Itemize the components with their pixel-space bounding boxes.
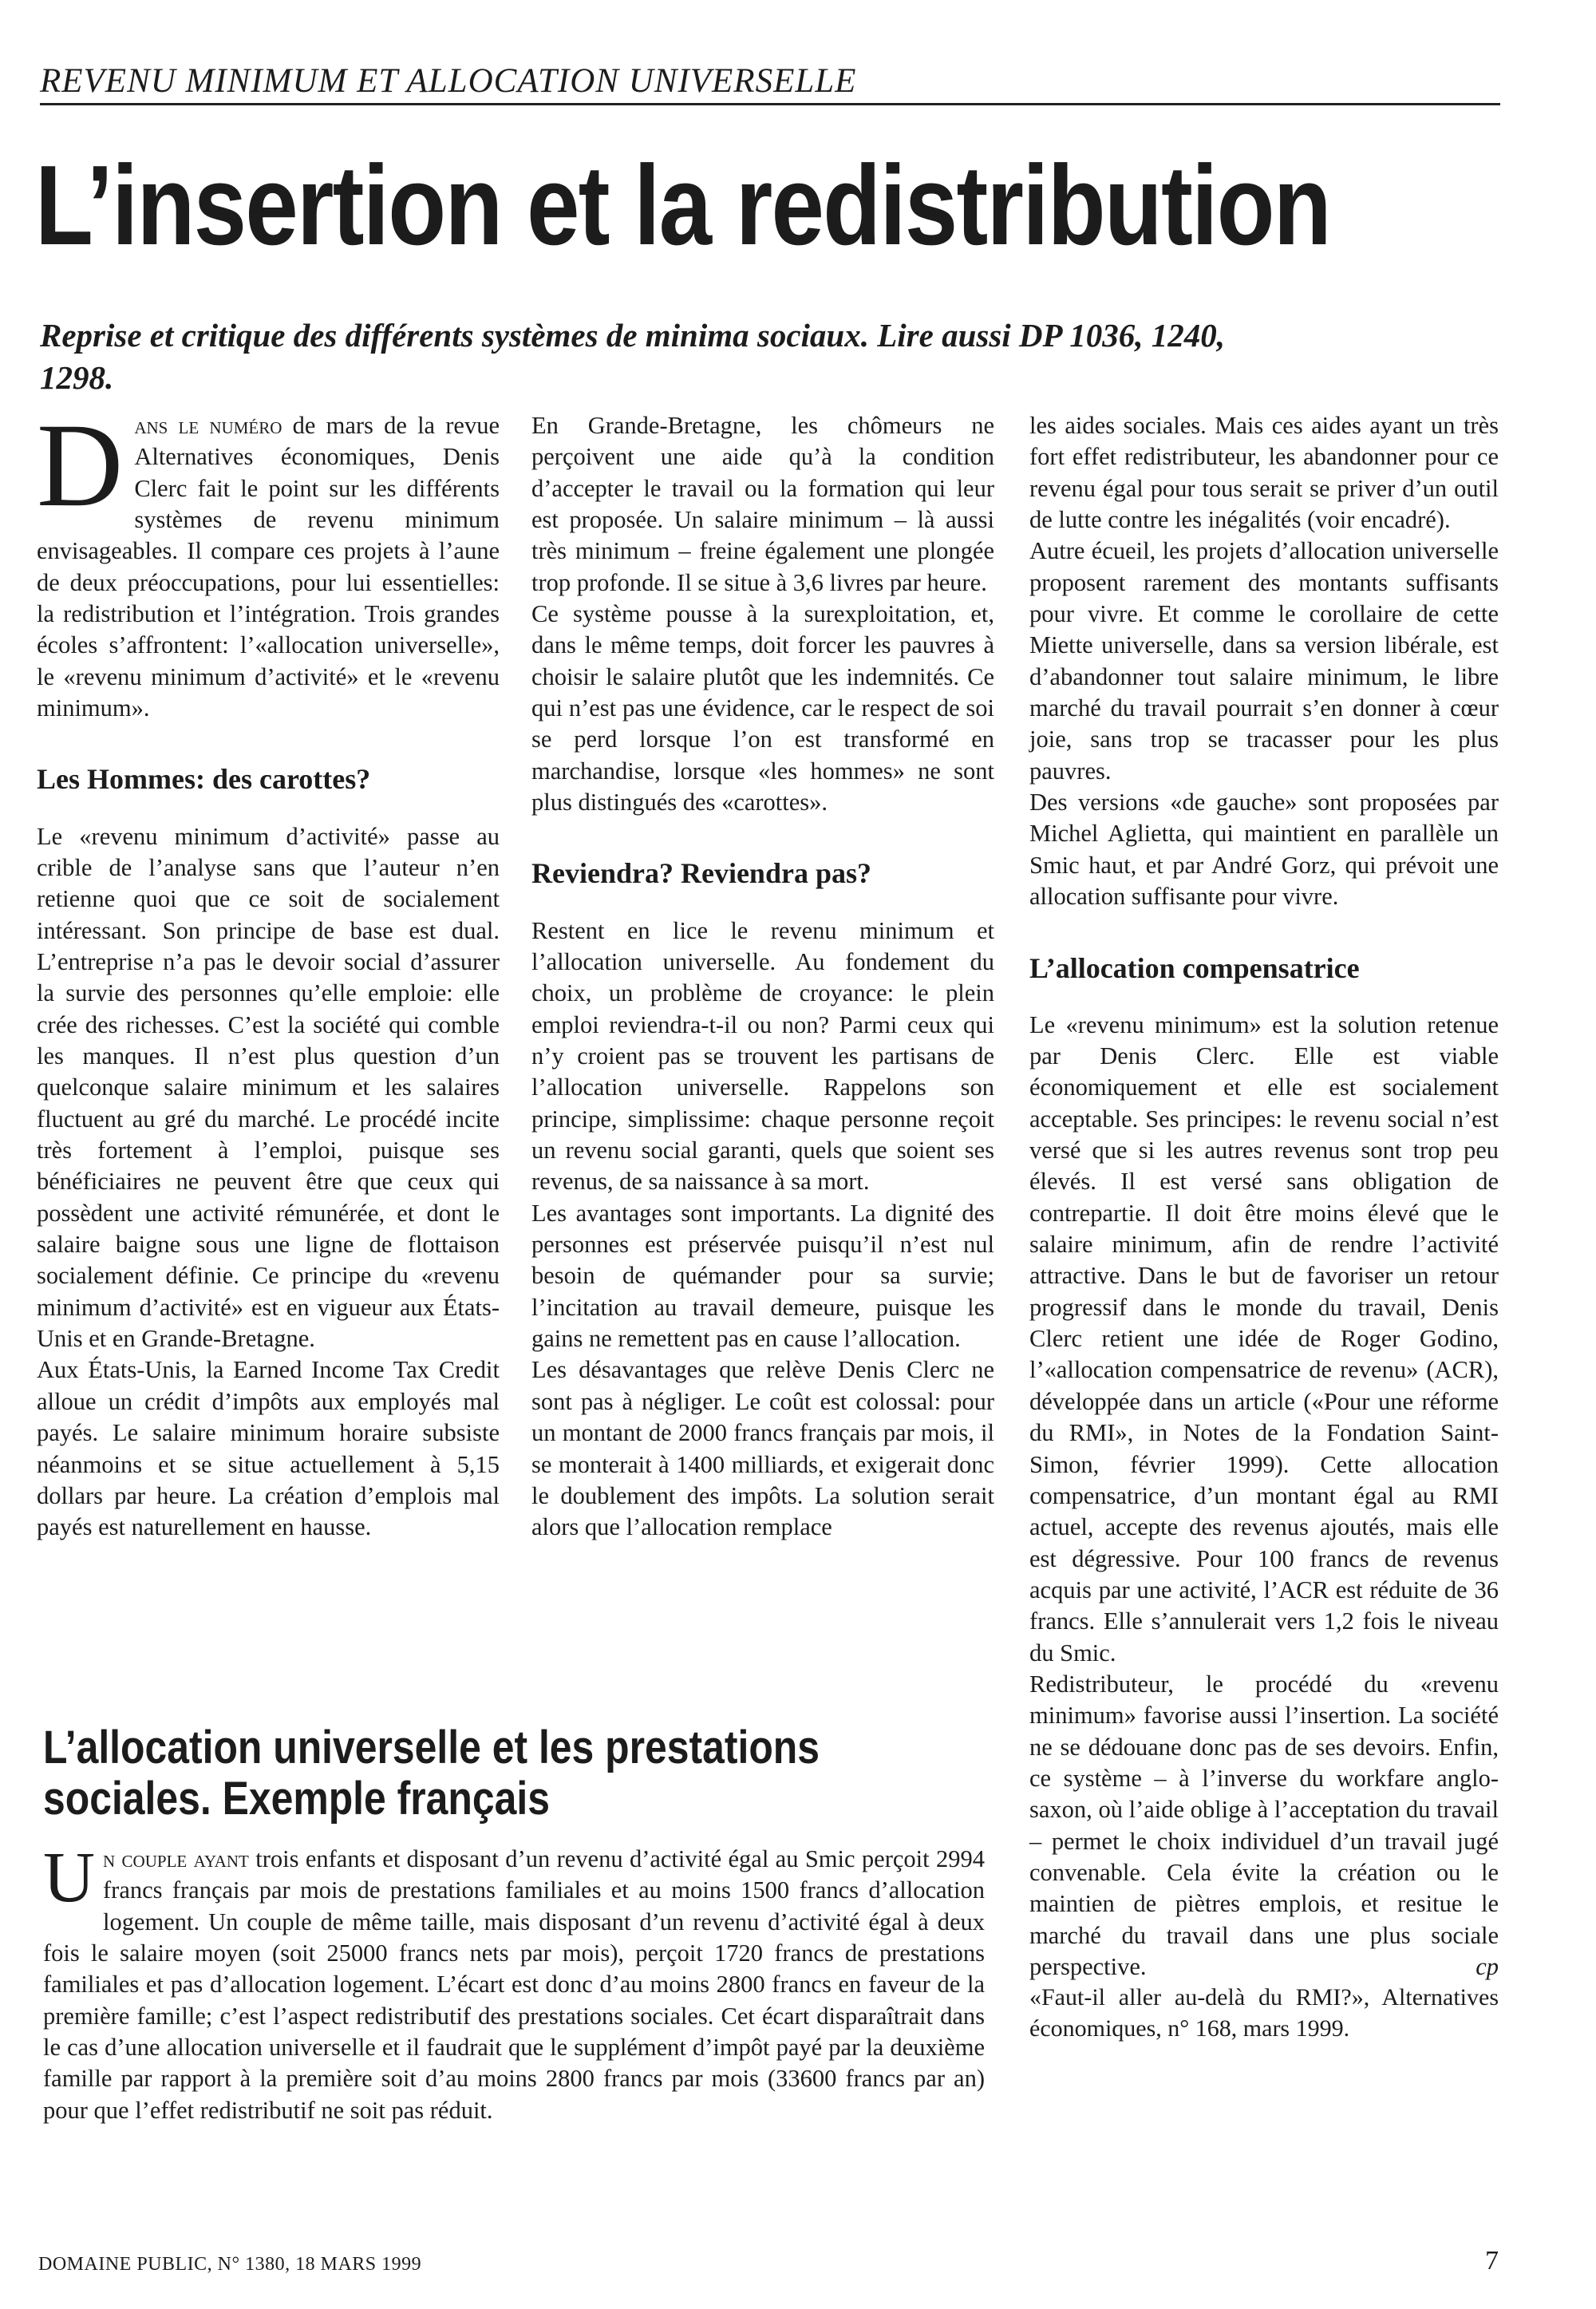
section-kicker: REVENU MINIMUM ET ALLOCATION UNIVERSELLE xyxy=(40,62,1500,105)
page-number: 7 xyxy=(1485,2246,1499,2275)
subheading-carottes: Les Hommes: des carottes? xyxy=(37,763,371,796)
author-signature: cp xyxy=(1476,1953,1499,1980)
paragraph: Ce système pousse à la surexploitation, et, dans le même temps, doit forcer les pauvres à choisir le salaire plutôt que les indemnités. Ce qui n’est pas une évidence, car le respect de soi se perd lorsque l’on est transformé en marchandise, lorsque «les hommes» ne sont plus distingués des «carottes». xyxy=(531,600,994,816)
drop-cap: U xyxy=(43,1838,95,1917)
inset-title: L’allocation universelle et les prestations sociales. Exemple français xyxy=(43,1722,820,1825)
closing-text: Redistributeur, le procédé du «revenu minimum» favorise aussi l’insertion. La société ne se dédouane donc pas de ses devoirs. Enfin, ce système – à l’inverse du workfare anglo-saxon, où l’aide oblige à l’acceptation du travail – permet le choix individuel d’un travail jugé convenable. Cela évite la création ou le maintien de piètres emplois, et resitue le marché du travail dans une plus sociale perspective. xyxy=(1029,1670,1499,1980)
paragraph: Des versions «de gauche» sont proposées par Michel Aglietta, qui maintient en parallèle un Smic haut, et par André Gorz, qui prévoit une allocation suffisante pour vivre. xyxy=(1029,789,1499,911)
source-note: «Faut-il aller au-delà du RMI?», Alternatives économiques, n° 168, mars 1999. xyxy=(1029,1984,1499,2042)
inset-small-caps: n couple ayant xyxy=(103,1845,249,1872)
publication-footer: DOMAINE PUBLIC, N° 1380, 18 MARS 1999 xyxy=(38,2254,422,2275)
intro-paragraph xyxy=(37,399,500,724)
paragraph: Le «revenu minimum d’activité» passe au crible de l’analyse sans que l’auteur n’en retienne quoi que ce soit de socialement intéressant. Son principe de base est dual. L’entreprise n’a pas le devoir social d’assurer la survie des personnes qu’elle emploie: elle crée des richesses. C’est la société qui comble les manques. Il n’est plus question d’un quelconque salaire minimum et les salaires fluctuent au gré du marché. Le procédé incite très fortement à l’emploi, puisque ses bénéficiaires ne peuvent être que ceux qui possèdent une activité rémunérée, et dont le salaire baigne sous une ligne de flottaison socialement définie. Ce principe du «revenu minimum d’activité» est en vigueur aux États-Unis et en Grande-Bretagne. xyxy=(37,822,500,1353)
column-2 xyxy=(531,410,994,1544)
paragraph: les aides sociales. Mais ces aides ayant un très fort effet redistributeur, les abandonner pour ce revenu égal pour tous serait se priver d’un outil de lutte contre les inégalités (voir encadré). xyxy=(1029,412,1499,534)
drop-cap: D xyxy=(37,399,124,532)
paragraph: Aux États-Unis, la Earned Income Tax Credit alloue un crédit d’impôts aux employés mal payés. Le salaire minimum horaire subsiste néanmoins et se situe actuellement à 5,15 dollars par heure. La création d’emplois mal payés est naturellement en hausse. xyxy=(37,1356,500,1541)
paragraph: Restent en lice le revenu minimum et l’allocation universelle. Au fondement du choix, un problème de croyance: le plein emploi reviendra-t-il ou non? Parmi ceux qui n’y croient pas se trouvent les partisans de l’allocation universelle. Rappelons son principe, simplissime: chaque personne reçoit un revenu social garanti, quels que soient ses revenus, de sa naissance à sa mort. xyxy=(531,916,994,1196)
column-3 xyxy=(1029,410,1499,2045)
column-1 xyxy=(37,399,500,1544)
inset-text: trois enfants et disposant d’un revenu d’activité égal au Smic perçoit 2994 francs français par mois de prestations familiales et au moins 1500 francs d’allocation logement. Un couple de même taille, mais disposant d’un revenu d’activité égal à deux fois le salaire moyen (soit 25000 francs nets par mois), perçoit 1720 francs de prestations familiales et pas d’allocation logement. L’écart est donc d’au moins 2800 francs en faveur de la première famille; c’est l’aspect redistributif des prestations sociales. Cet écart disparaîtrait dans le cas d’une allocation universelle et il faudrait que le supplément d’impôt payé par la deuxième famille par rapport à la première soit d’au moins 2800 francs par mois (33600 francs par an) pour que l’effet redistributif ne soit pas réduit. xyxy=(43,1845,985,2124)
paragraph: Les désavantages que relève Denis Clerc ne sont pas à négliger. Le coût est colossal: pour un montant de 2000 francs français par mois, il se monterait à 1400 milliards, et exigerait donc le doublement des impôts. La solution serait alors que l’allocation remplace xyxy=(531,1356,994,1541)
paragraph: Les avantages sont importants. La dignité des personnes est préservée puisqu’il n’est nul besoin de quémander pour sa survie; l’incitation au travail demeure, puisque les gains ne remettent pas en cause l’allocation. xyxy=(531,1199,994,1353)
paragraph: En Grande-Bretagne, les chômeurs ne perçoivent une aide qu’à la condition d’accepter le travail ou la formation qui leur est proposée. Un salaire minimum – là aussi très minimum – freine également une plongée trop profonde. Il se situe à 3,6 livres par heure. xyxy=(531,412,994,596)
subheading-allocation-compensatrice: L’allocation compensatrice xyxy=(1029,951,1360,984)
subheading-reviendra: Reviendra? Reviendra pas? xyxy=(531,857,871,890)
paragraph: Le «revenu minimum» est la solution retenue par Denis Clerc. Elle est viable économiquement et elle est socialement acceptable. Ses principes: le revenu social n’est versé que si les autres revenus sont trop peu élevés. Il est versé sans obligation de contrepartie. Il doit être moins élevé que le salaire minimum, afin de rendre l’activité attractive. Dans le but de favoriser un retour progressif dans le monde du travail, Denis Clerc retient une idée de Roger Godino, l’«allocation compensatrice de revenu» (ACR), développée dans un article («Pour une réforme du RMI», in Notes de la Fondation Saint-Simon, février 1999). Cette allocation compensatrice, d’un montant égal au RMI actuel, accepte des revenus ajoutés, mais elle est dégressive. Pour 100 francs de revenus acquis par une activité, l’ACR est réduite de 36 francs. Elle s’annulerait vers 1,2 fois le niveau du Smic. xyxy=(1029,1010,1499,1667)
paragraph: Autre écueil, les projets d’allocation universelle proposent rarement des montants suffisants pour vivre. Et comme le corollaire de cette Miette universelle, dans sa version libérale, est d’abandonner tout salaire minimum, le libre marché du travail pourrait s’en donner à cœur joie, sans trop se tracasser pour les plus pauvres. xyxy=(1029,537,1499,785)
paragraph xyxy=(1029,1669,1499,1983)
intro-text: de mars de la revue Alternatives économiques, Denis Clerc fait le point sur les différents systèmes de revenu minimum envisageables. Il compare ces projets à l’aune de deux préoccupations, pour lui essentielles: la redistribution et l’intégration. Trois grandes écoles s’affrontent: l’«allocation universelle», le «revenu minimum d’activité» et le «revenu minimum». xyxy=(37,412,500,722)
inset-box xyxy=(43,1838,985,2126)
intro-small-caps: ans le numéro xyxy=(134,412,282,439)
article-lede: Reprise et critique des différents systèmes de minima sociaux. Lire aussi DP 1036, 1240, 1298. xyxy=(40,317,1226,397)
article-title: L’insertion et la redistribution xyxy=(35,142,1330,269)
